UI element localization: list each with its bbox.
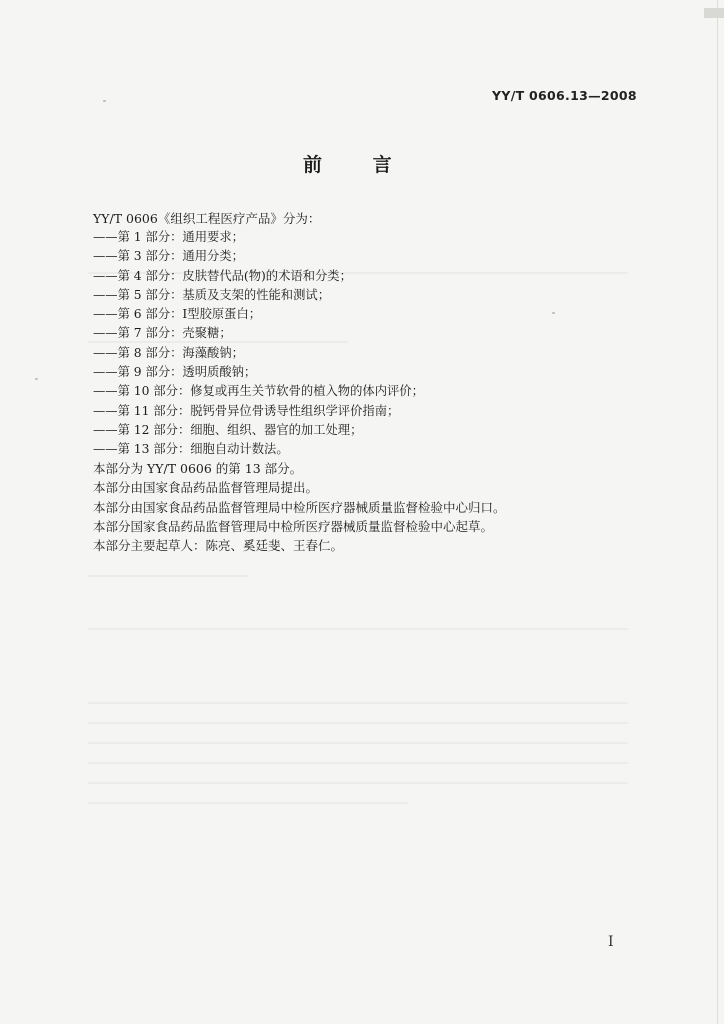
show-through-line <box>88 742 628 744</box>
show-through-line <box>88 575 248 577</box>
list-item: ——第 8 部分：海藻酸钠； <box>93 345 244 360</box>
page-title: 前 言 <box>303 154 414 176</box>
note-line: 本部分国家食品药品监督管理局中检所医疗器械质量监督检验中心起草。 <box>93 518 494 534</box>
standard-code: YY/T 0606.13—2008 <box>492 88 637 103</box>
page-number: Ⅰ <box>608 934 614 950</box>
show-through-line <box>88 802 408 804</box>
show-through-line <box>88 782 628 784</box>
list-item: ——第 12 部分：细胞、组织、器官的加工处理； <box>93 422 363 437</box>
note-line: 本部分为 YY/T 0606 的第 13 部分。 <box>93 461 303 476</box>
note-line: 本部分主要起草人：陈亮、奚廷斐、王春仁。 <box>93 538 344 554</box>
list-item: ——第 6 部分：Ⅰ型胶原蛋白； <box>93 307 262 322</box>
list-item: ——第 5 部分：基质及支架的性能和测试； <box>93 287 330 302</box>
list-item: ——第 7 部分：壳聚糖； <box>93 326 232 341</box>
list-item: ——第 1 部分：通用要求； <box>93 230 244 244</box>
intro-line: YY/T 0606《组织工程医疗产品》分为： <box>93 211 321 226</box>
show-through-line <box>88 722 628 724</box>
page-corner-mark <box>704 8 724 18</box>
note-line: 本部分由国家食品药品监督管理局中检所医疗器械质量监督检验中心归口。 <box>93 499 506 515</box>
page-edge <box>717 0 718 1024</box>
scan-speck <box>35 378 38 380</box>
list-item: ——第 10 部分：修复或再生关节软骨的植入物的体内评价； <box>93 384 424 399</box>
list-item: ——第 11 部分：脱钙骨异位骨诱导性组织学评价指南； <box>93 403 400 418</box>
list-item: ——第 9 部分：透明质酸钠； <box>93 365 257 380</box>
note-line: 本部分由国家食品药品监督管理局提出。 <box>93 480 319 496</box>
scan-speck <box>103 100 106 102</box>
parts-list <box>93 228 424 460</box>
show-through-line <box>88 702 628 704</box>
scan-speck <box>552 312 555 314</box>
show-through-line <box>88 628 628 630</box>
list-item: ——第 3 部分：通用分类； <box>93 249 244 264</box>
foreword-notes <box>93 459 506 555</box>
list-item: ——第 13 部分：细胞自动计数法。 <box>93 442 289 457</box>
list-item: ——第 4 部分：皮肤替代品(物)的术语和分类； <box>93 268 352 283</box>
show-through-line <box>88 762 628 764</box>
